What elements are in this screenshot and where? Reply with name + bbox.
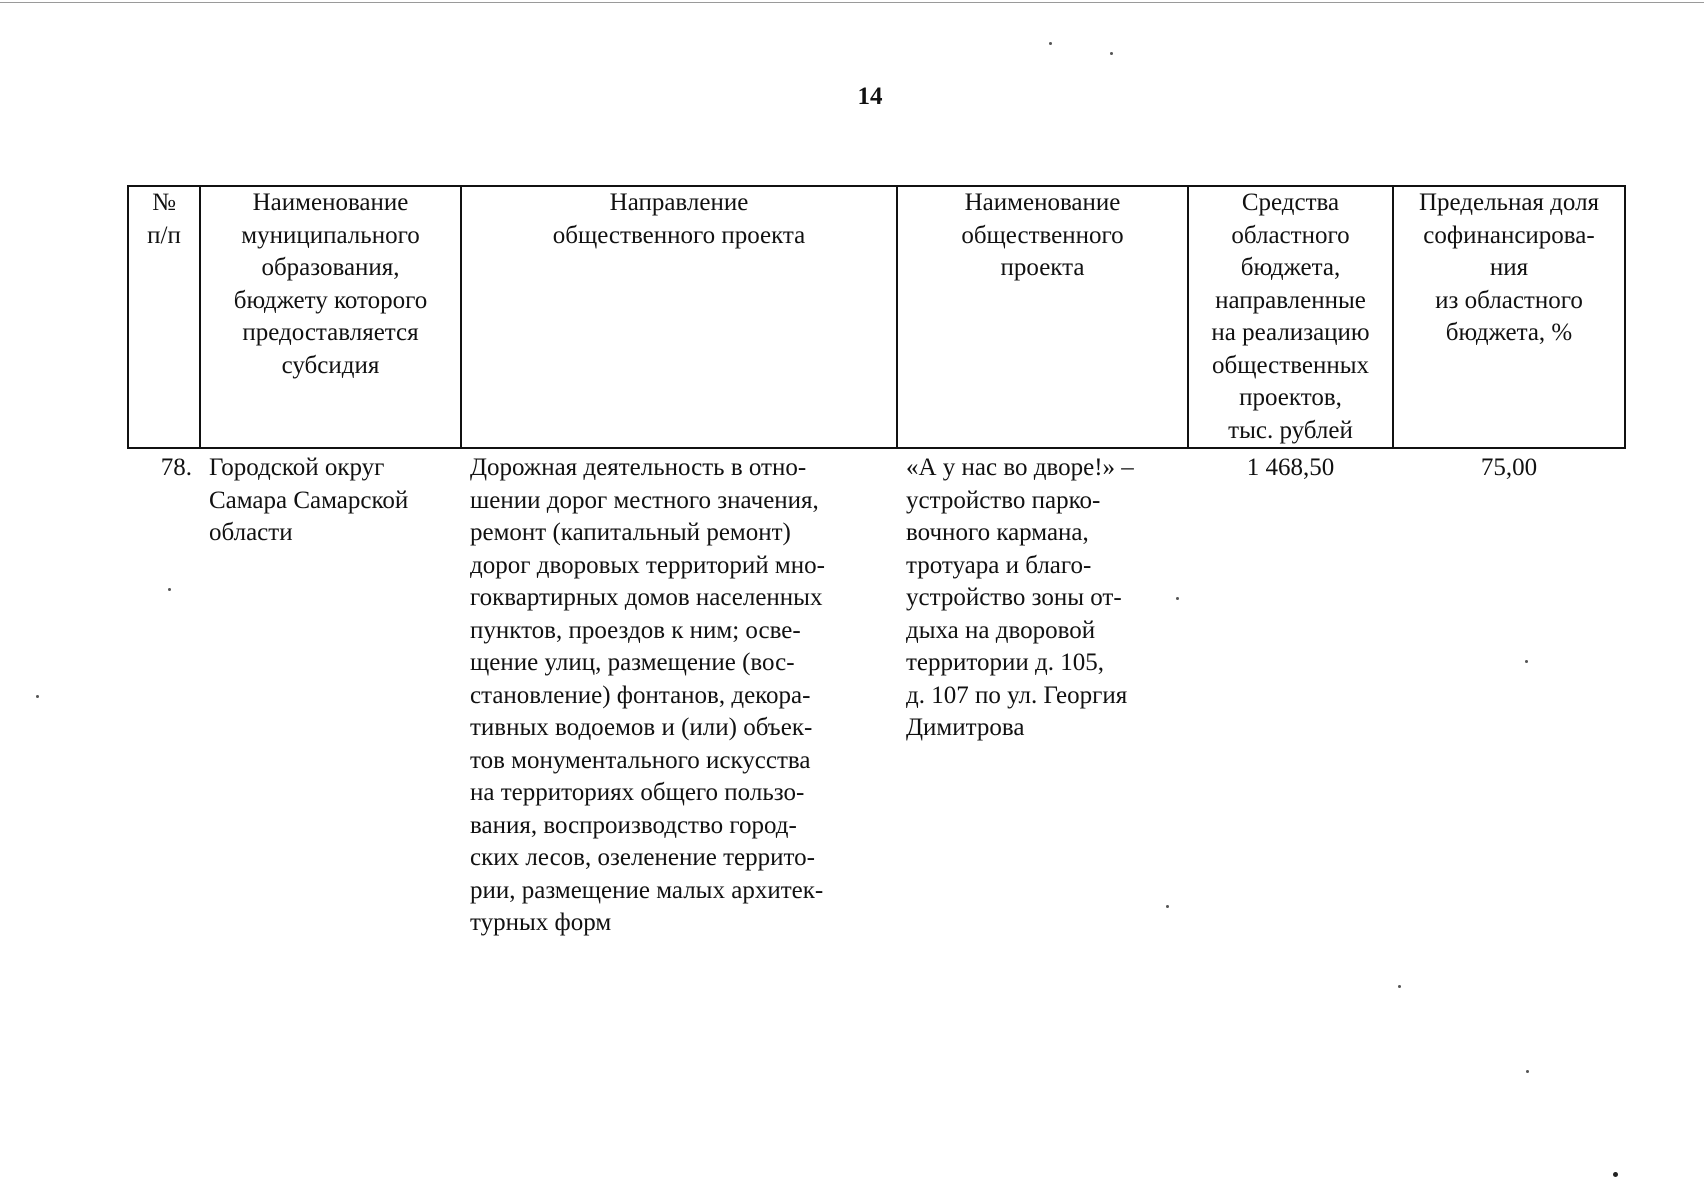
row-number-cell: 78. — [160, 454, 192, 481]
scan-top-edge — [0, 2, 1704, 3]
table-row — [128, 448, 1625, 940]
scan-speck — [1613, 1172, 1618, 1177]
header-number: № п/п — [128, 186, 200, 448]
scan-speck — [36, 695, 39, 698]
scan-speck — [168, 588, 171, 591]
header-funds: Средства областного бюджета, направленные на реализацию общественных проектов, тыс. рублей — [1188, 186, 1393, 448]
header-direction: Направление общественного проекта — [461, 186, 897, 448]
municipality-cell: Городской округ Самара Самарской области — [209, 454, 409, 546]
funds-cell: 1 468,50 — [1246, 454, 1335, 481]
scan-speck — [1526, 1070, 1529, 1073]
scan-speck — [1398, 985, 1401, 988]
header-municipality: Наименование муниципального образования, бюджету которого предоставляется субсидия — [200, 186, 461, 448]
direction-cell: Дорожная деятельность в отно- шении дорог местного значения, ремонт (капитальный ремонт) дорог дворовых территорий мно- гоквартирных домов населенных пунктов, проездов к ним; осве- щение улиц, размещение (вос- становление) фонтанов, декора- тивных водоемов и (или) объек- тов монументального искусства на территориях общего пользо- вания, воспроизводство город- ских лесов, озеленение террито- рии, размещение малых архитек- турных форм — [470, 454, 825, 936]
scan-speck — [1110, 52, 1113, 55]
header-project-name: Наименование общественного проекта — [897, 186, 1188, 448]
scan-speck — [1176, 597, 1179, 600]
header-max-share: Предельная доля софинансирова- ния из областного бюджета, % — [1393, 186, 1625, 448]
scan-speck — [1166, 905, 1169, 908]
max-share-cell: 75,00 — [1480, 454, 1538, 481]
subsidy-table — [127, 185, 1626, 940]
scan-speck — [1525, 660, 1528, 663]
scan-speck — [1049, 42, 1052, 45]
table-header-row — [128, 186, 1625, 448]
page-number: 14 — [857, 83, 883, 110]
project-name-cell: «А у нас во дворе!» – устройство парко- вочного кармана, тротуара и благо- устройство зоны от- дыха на дворовой территории д. 105, д. 107 по ул. Георгия Димитрова — [906, 454, 1134, 741]
